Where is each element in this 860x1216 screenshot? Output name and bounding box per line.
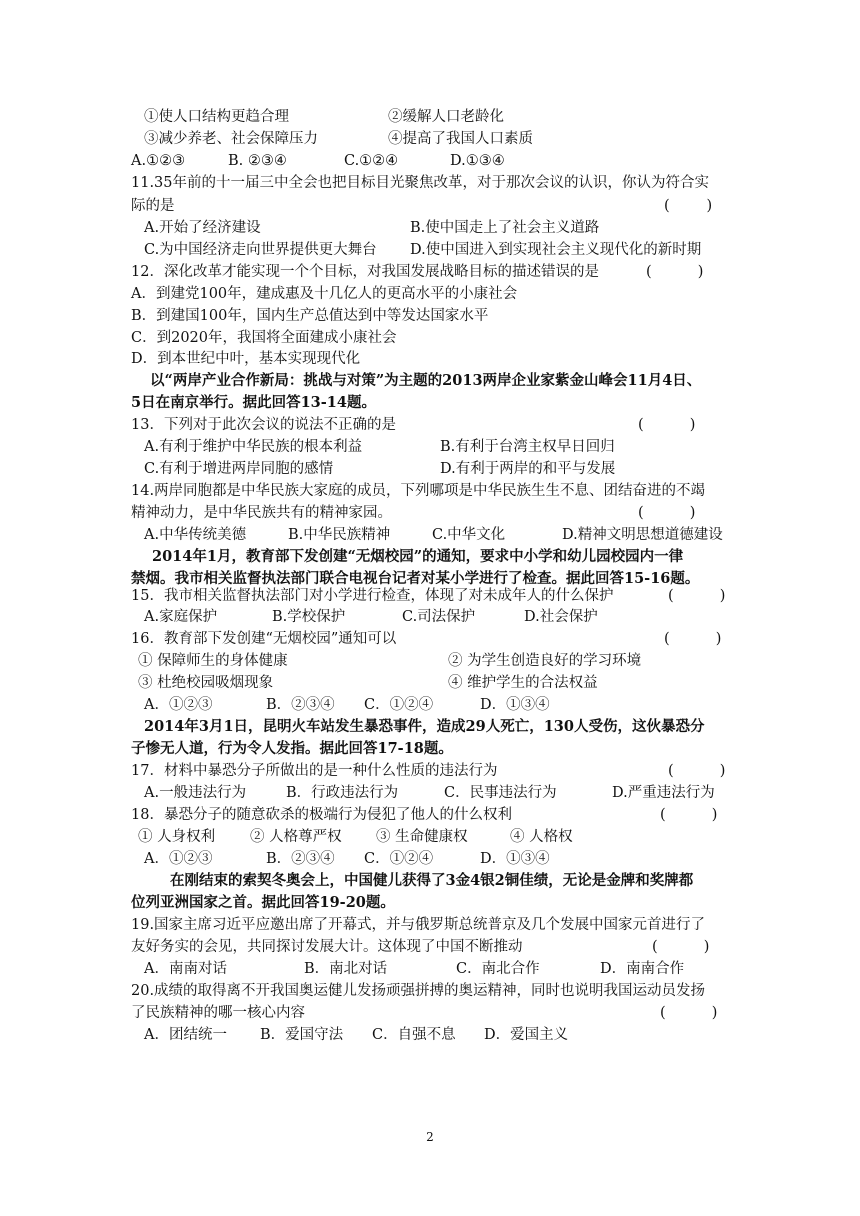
material-13-14-line2: 5日在南京举行。据此回答13-14题。	[131, 394, 376, 411]
q10-choice-c: C.①②④	[344, 153, 399, 169]
q11-option-b: B.使中国走上了社会主义道路	[410, 220, 600, 236]
q12-option-a: A．到建党100年，建成惠及十几亿人的更高水平的小康社会	[131, 286, 518, 302]
q14-choice-c: C.中华文化	[432, 527, 506, 543]
q20-choice-c: C．自强不息	[372, 1027, 456, 1043]
material-17-18-line2: 子惨无人道，行为令人发指。据此回答17-18题。	[131, 740, 453, 757]
q15-stem: 15．我市相关监督执法部门对小学进行检查，体现了对未成年人的什么保护	[131, 588, 614, 604]
q19-choice-a: A．南南对话	[144, 961, 227, 977]
material-19-20-line2: 位列亚洲国家之首。据此回答19-20题。	[131, 894, 395, 911]
q14-stem-line1: 14.两岸同胞都是中华民族大家庭的成员，下列哪项是中华民族生生不息、团结奋进的不竭	[131, 483, 706, 499]
material-19-20-line1: 在刚结束的索契冬奥会上，中国健儿获得了3金4银2铜佳绩，无论是金牌和奖牌都	[170, 872, 694, 889]
q12-option-d: D．到本世纪中叶，基本实现现代化	[131, 351, 361, 367]
q12-answer-blank: ( )	[646, 264, 704, 280]
q11-option-a: A.开始了经济建设	[144, 220, 261, 236]
q16-option-4: ④ 维护学生的合法权益	[448, 675, 598, 691]
q13-answer-blank: ( )	[638, 417, 696, 433]
q16-stem: 16．教育部下发创建“无烟校园”通知可以	[131, 631, 397, 647]
q20-stem-line2: 了民族精神的哪一核心内容	[131, 1005, 305, 1021]
q16-option-3: ③ 杜绝校园吸烟现象	[138, 675, 274, 691]
q12-stem: 12．深化改革才能实现一个个目标，对我国发展战略目标的描述错误的是	[131, 264, 599, 280]
q19-stem-line1: 19.国家主席习近平应邀出席了开幕式，并与俄罗斯总统普京及几个发展中国家元首进行了	[131, 917, 706, 933]
q12-option-c: C．到2020年，我国将全面建成小康社会	[131, 330, 397, 346]
q11-answer-blank: ( )	[664, 198, 713, 214]
q10-choice-d: D.①③④	[450, 153, 505, 169]
q14-stem-line2: 精神动力，是中华民族共有的精神家园。	[131, 505, 392, 521]
material-15-16-line2: 禁烟。我市相关监督执法部门联合电视台记者对某小学进行了检查。据此回答15-16题。	[131, 570, 700, 587]
material-15-16-line1: 2014年1月，教育部下发创建“无烟校园”的通知，要求中小学和幼儿园校园内一律	[152, 548, 684, 565]
q15-choice-d: D.社会保护	[524, 609, 598, 625]
q13-option-d: D.有利于两岸的和平与发展	[440, 461, 616, 477]
q18-stem: 18．暴恐分子的随意砍杀的极端行为侵犯了他人的什么权利	[131, 807, 512, 823]
q19-stem-line2: 友好务实的会见，共同探讨发展大计。这体现了中国不断推动	[131, 939, 523, 955]
q19-choice-d: D．南南合作	[600, 961, 685, 977]
q13-option-b: B.有利于台湾主权早日回归	[440, 439, 615, 455]
q20-choice-a: A．团结统一	[144, 1027, 227, 1043]
q20-choice-d: D．爱国主义	[484, 1027, 569, 1043]
q20-answer-blank: ( )	[660, 1005, 718, 1021]
q14-choice-a: A.中华传统美德	[144, 527, 247, 543]
q19-choice-b: B．南北对话	[304, 961, 388, 977]
q18-option-2: ② 人格尊严权	[250, 829, 342, 845]
q17-choice-a: A.一般违法行为	[144, 785, 247, 801]
q15-choice-b: B.学校保护	[272, 609, 346, 625]
q18-option-4: ④ 人格权	[510, 829, 573, 845]
q13-stem: 13．下列对于此次会议的说法不正确的是	[131, 417, 396, 433]
q10-choice-a: A.①②③	[131, 153, 186, 169]
q18-answer-blank: ( )	[660, 807, 718, 823]
q13-option-a: A.有利于维护中华民族的根本利益	[144, 439, 363, 455]
q18-choice-c: C．①②④	[364, 851, 434, 867]
q18-option-3: ③ 生命健康权	[376, 829, 468, 845]
q10-choice-b: B. ②③④	[228, 153, 287, 169]
q19-answer-blank: ( )	[652, 939, 710, 955]
q18-choice-d: D．①③④	[480, 851, 550, 867]
q16-choice-d: D．①③④	[480, 697, 550, 713]
q16-option-1: ① 保障师生的身体健康	[138, 653, 288, 669]
q16-choice-b: B．②③④	[266, 697, 335, 713]
q17-choice-d: D.严重违法行为	[612, 785, 715, 801]
material-17-18-line1: 2014年3月1日，昆明火车站发生暴恐事件，造成29人死亡，130人受伤，这伙暴恐分	[144, 718, 705, 735]
q10-option-2: ②缓解人口老龄化	[388, 109, 504, 125]
q17-choice-b: B．行政违法行为	[286, 785, 399, 801]
q17-answer-blank: ( )	[668, 763, 726, 779]
q16-choice-a: A．①②③	[144, 697, 213, 713]
q20-choice-b: B．爱国守法	[260, 1027, 344, 1043]
material-13-14-line1: 以“两岸产业合作新局：挑战与对策”为主题的2013两岸企业家紫金山峰会11月4日、	[150, 372, 702, 389]
q17-choice-c: C．民事违法行为	[444, 785, 557, 801]
q14-choice-b: B.中华民族精神	[288, 527, 391, 543]
q13-option-c: C.有利于增进两岸同胞的感情	[144, 461, 334, 477]
q17-stem: 17．材料中暴恐分子所做出的是一种什么性质的违法行为	[131, 763, 498, 779]
q11-stem-line1: 11.35年前的十一届三中全会也把目标目光聚焦改革，对于那次会议的认识，你认为符合实	[131, 175, 710, 191]
q16-choice-c: C．①②④	[364, 697, 434, 713]
q20-stem-line1: 20.成绩的取得离不开我国奥运健儿发扬顽强拼搏的奥运精神，同时也说明我国运动员发扬	[131, 983, 706, 999]
q15-answer-blank: ( )	[668, 588, 726, 604]
q18-choice-b: B．②③④	[266, 851, 335, 867]
q10-option-1: ①使人口结构更趋合理	[144, 109, 289, 125]
q15-choice-a: A.家庭保护	[144, 609, 218, 625]
q15-choice-c: C.司法保护	[402, 609, 476, 625]
q10-option-3: ③减少养老、社会保障压力	[144, 131, 318, 147]
q11-option-d: D.使中国进入到实现社会主义现代化的新时期	[410, 242, 702, 258]
q19-choice-c: C．南北合作	[456, 961, 540, 977]
q10-option-4: ④提高了我国人口素质	[388, 131, 533, 147]
q11-stem-line2: 际的是	[131, 198, 175, 214]
page-number: 2	[426, 1130, 434, 1144]
q12-option-b: B．到建国100年，国内生产总值达到中等发达国家水平	[131, 308, 489, 324]
q16-answer-blank: ( )	[664, 631, 722, 647]
q11-option-c: C.为中国经济走向世界提供更大舞台	[144, 242, 377, 258]
q18-option-1: ① 人身权利	[138, 829, 216, 845]
q18-choice-a: A．①②③	[144, 851, 213, 867]
q14-answer-blank: ( )	[638, 505, 696, 521]
q14-choice-d: D.精神文明思想道德建设	[562, 527, 723, 543]
q16-option-2: ② 为学生创造良好的学习环境	[448, 653, 642, 669]
